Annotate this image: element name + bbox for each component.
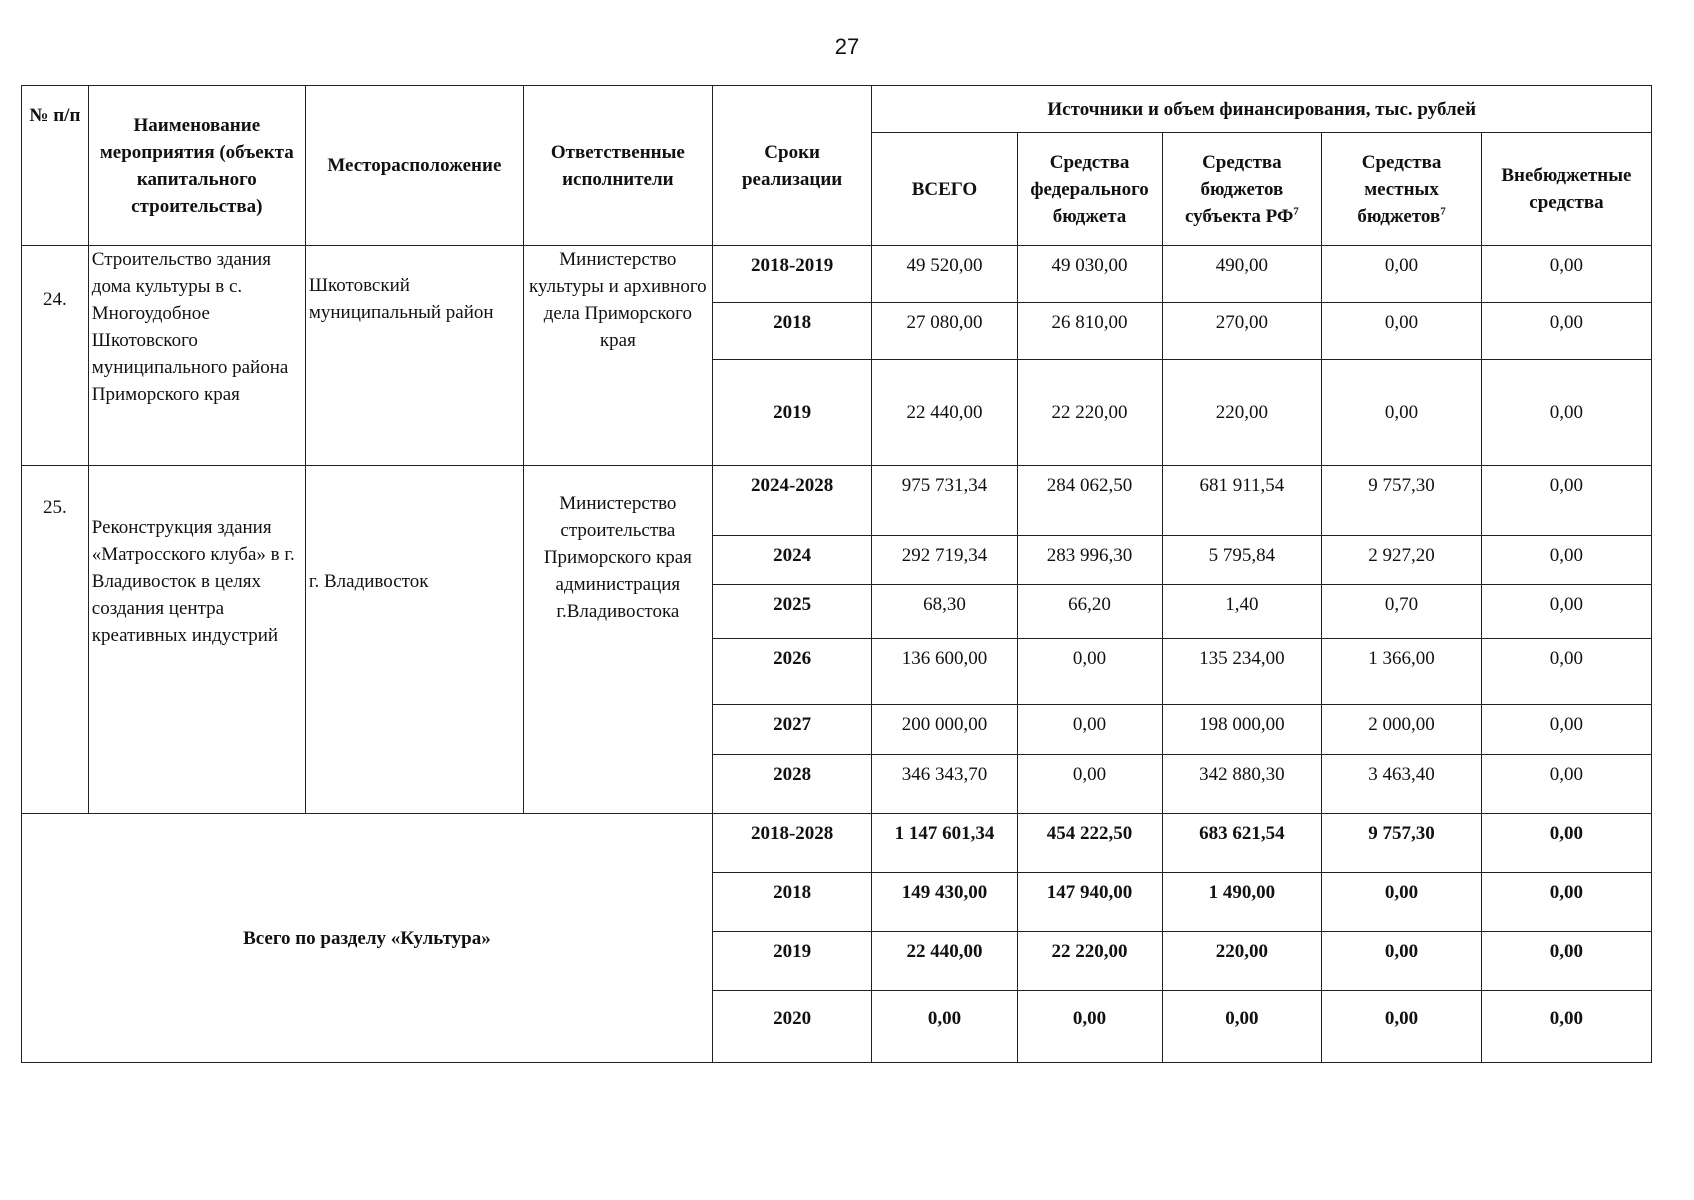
regional-cell: 220,00 [1162, 932, 1322, 991]
total-cell: 49 520,00 [872, 246, 1017, 303]
table-row [22, 466, 1652, 536]
total-row [22, 814, 1652, 873]
term-cell: 2019 [712, 360, 872, 466]
regional-cell: 683 621,54 [1162, 814, 1322, 873]
local-cell: 0,00 [1322, 303, 1482, 360]
local-cell: 0,00 [1322, 932, 1482, 991]
item-location: Шкотовский муниципальный район [305, 246, 523, 466]
federal-cell: 22 220,00 [1017, 932, 1162, 991]
term-cell: 2018-2028 [712, 814, 872, 873]
extra-cell: 0,00 [1481, 246, 1651, 303]
table-header [22, 86, 1652, 246]
federal-cell: 0,00 [1017, 639, 1162, 705]
federal-cell: 283 996,30 [1017, 536, 1162, 585]
header-location: Месторасположение [305, 86, 523, 246]
total-cell: 0,00 [872, 991, 1017, 1063]
term-cell: 2026 [712, 639, 872, 705]
total-cell: 27 080,00 [872, 303, 1017, 360]
item-executor: Министерство строительства Приморского края администрация г.Владивостока [523, 466, 712, 814]
header-regional: Средства бюджетов субъекта $РФ^7$ [1162, 133, 1322, 246]
extra-cell: 0,00 [1481, 536, 1651, 585]
regional-cell: 270,00 [1162, 303, 1322, 360]
federal-cell: 0,00 [1017, 705, 1162, 755]
term-cell: 2019 [712, 932, 872, 991]
federal-cell: 147 940,00 [1017, 873, 1162, 932]
extra-cell: 0,00 [1481, 705, 1651, 755]
regional-cell: 490,00 [1162, 246, 1322, 303]
header-sources: Источники и объем финансирования, тыс. рублей [872, 86, 1652, 133]
total-cell: 22 440,00 [872, 360, 1017, 466]
extra-cell: 0,00 [1481, 814, 1651, 873]
extra-cell: 0,00 [1481, 639, 1651, 705]
total-cell: 200 000,00 [872, 705, 1017, 755]
total-cell: 346 343,70 [872, 755, 1017, 814]
total-cell: 149 430,00 [872, 873, 1017, 932]
total-cell: 22 440,00 [872, 932, 1017, 991]
header-local: Средства местных бюджетов$^7$ [1322, 133, 1482, 246]
item-executor: Министерство культуры и архивного дела Приморского края [523, 246, 712, 466]
regional-cell: 1 490,00 [1162, 873, 1322, 932]
regional-cell: 681 911,54 [1162, 466, 1322, 536]
regional-cell: 1,40 [1162, 585, 1322, 639]
local-cell: 0,00 [1322, 873, 1482, 932]
local-cell: 0,70 [1322, 585, 1482, 639]
extra-cell: 0,00 [1481, 755, 1651, 814]
local-cell: 2 927,20 [1322, 536, 1482, 585]
header-executors: Ответственные исполнители [523, 86, 712, 246]
federal-cell: 284 062,50 [1017, 466, 1162, 536]
term-cell: 2018 [712, 873, 872, 932]
term-cell: 2024 [712, 536, 872, 585]
federal-cell: 454 222,50 [1017, 814, 1162, 873]
regional-cell: 342 880,30 [1162, 755, 1322, 814]
extra-cell: 0,00 [1481, 303, 1651, 360]
extra-cell: 0,00 [1481, 466, 1651, 536]
term-cell: 2018 [712, 303, 872, 360]
term-cell: 2020 [712, 991, 872, 1063]
extra-cell: 0,00 [1481, 991, 1651, 1063]
total-cell: 1 147 601,34 [872, 814, 1017, 873]
total-cell: 292 719,34 [872, 536, 1017, 585]
extra-cell: 0,00 [1481, 585, 1651, 639]
regional-cell: 220,00 [1162, 360, 1322, 466]
local-cell: 1 366,00 [1322, 639, 1482, 705]
local-cell: 9 757,30 [1322, 814, 1482, 873]
header-federal: Средства федерального бюджета [1017, 133, 1162, 246]
header-extra: Внебюджетные средства [1481, 133, 1651, 246]
local-cell: 2 000,00 [1322, 705, 1482, 755]
total-cell: 975 731,34 [872, 466, 1017, 536]
federal-cell: 49 030,00 [1017, 246, 1162, 303]
financing-table [21, 85, 1652, 1063]
local-cell: 3 463,40 [1322, 755, 1482, 814]
regional-cell: 0,00 [1162, 991, 1322, 1063]
item-name: Строительство здания дома культуры в с. Многоудобное Шкотовского муниципального района Приморского края [88, 246, 305, 466]
federal-cell: 26 810,00 [1017, 303, 1162, 360]
section-total-label: Всего по разделу «Культура» [22, 814, 713, 1063]
local-cell: 0,00 [1322, 360, 1482, 466]
header-no: № п/п [22, 86, 89, 246]
federal-cell: 22 220,00 [1017, 360, 1162, 466]
total-cell: 68,30 [872, 585, 1017, 639]
extra-cell: 0,00 [1481, 932, 1651, 991]
federal-cell: 0,00 [1017, 991, 1162, 1063]
header-terms: Сроки реализации [712, 86, 872, 246]
term-cell: 2025 [712, 585, 872, 639]
term-cell: 2024-2028 [712, 466, 872, 536]
local-cell: 0,00 [1322, 991, 1482, 1063]
item-name: Реконструкция здания «Матросского клуба» в г. Владивосток в целях создания центра креативных индустрий [88, 466, 305, 814]
header-name: Наименование мероприятия (объекта капитального строительства) [88, 86, 305, 246]
local-cell: 9 757,30 [1322, 466, 1482, 536]
item-number: 25. [22, 466, 89, 814]
item-number: 24. [22, 246, 89, 466]
federal-cell: 66,20 [1017, 585, 1162, 639]
regional-cell: 198 000,00 [1162, 705, 1322, 755]
term-cell: 2018-2019 [712, 246, 872, 303]
regional-cell: 5 795,84 [1162, 536, 1322, 585]
item-location: г. Владивосток [305, 466, 523, 814]
extra-cell: 0,00 [1481, 873, 1651, 932]
local-cell: 0,00 [1322, 246, 1482, 303]
regional-cell: 135 234,00 [1162, 639, 1322, 705]
term-cell: 2028 [712, 755, 872, 814]
extra-cell: 0,00 [1481, 360, 1651, 466]
total-cell: 136 600,00 [872, 639, 1017, 705]
term-cell: 2027 [712, 705, 872, 755]
federal-cell: 0,00 [1017, 755, 1162, 814]
table-row [22, 246, 1652, 303]
page-number: 27 [834, 34, 860, 59]
header-total: ВСЕГО [872, 133, 1017, 246]
